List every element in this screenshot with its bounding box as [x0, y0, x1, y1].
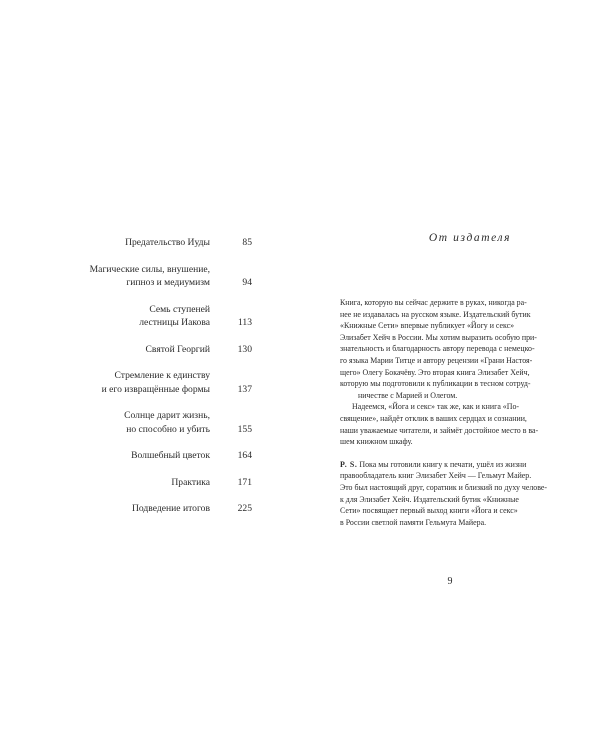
publisher-paragraph-2 [340, 401, 572, 447]
toc-entry [80, 263, 252, 290]
text-line: священие», найдёт отклик в ваших сердцах и сознании, [340, 413, 527, 423]
ps-mark: P. S. [340, 459, 358, 469]
publisher-note [340, 232, 572, 528]
toc-title-line: Семь ступеней [149, 303, 210, 315]
toc-title-line: Практика [171, 476, 210, 488]
toc-entry [80, 449, 252, 463]
toc-entry-title [80, 409, 210, 436]
toc-entry-page: 155 [237, 423, 252, 435]
text-line: Пока мы готовили книгу к печати, ушёл из жизни [359, 459, 527, 469]
text-line: Надеемся, «Йога и секс» так же, как и книга «По- [352, 402, 520, 412]
toc-entry-title [80, 476, 210, 490]
toc-title-line: и его извращённые формы [101, 383, 210, 395]
toc-entry [80, 303, 252, 330]
text-line: Это был настоящий друг, соратник и близкий по духу челове- [340, 482, 548, 492]
toc-entry [80, 476, 252, 490]
toc-title-line: Стремление к единству [114, 370, 210, 381]
toc-title-line: Магические силы, внушение, [89, 263, 210, 275]
text-line: нее не издавалась на русском языке. Издательский бутик [340, 309, 531, 319]
toc-entry [80, 502, 252, 516]
toc-entry-page: 85 [242, 237, 252, 248]
toc-title-line: лестницы Иакова [139, 317, 210, 328]
toc-entry-page: 225 [237, 503, 252, 514]
text-line: «Книжные Сети» впервые публикует «Йогу и секс» [340, 321, 515, 331]
text-line: к для Элизабет Хейч. Издательский бутик «Книжные [340, 494, 519, 504]
toc-entry-page: 113 [237, 317, 252, 328]
text-line: Элизабет Хейч в России. Мы хотим выразить особую при- [340, 332, 537, 342]
text-line: шем книжном шкафу. [340, 437, 413, 447]
toc-entry [80, 236, 252, 250]
toc-entry [80, 343, 252, 357]
text-line: наши уважаемые читатели, и займёт достойное место в ва- [340, 425, 539, 435]
toc-title-line: Солнце дарит жизнь, [124, 410, 210, 421]
text-line: Сети» посвящает первый выход книги «Йога и секс» [340, 506, 518, 516]
text-line: Книга, которую вы сейчас держите в руках, никогда ра- [340, 298, 527, 307]
publisher-paragraph-1 [340, 297, 572, 401]
toc-entry [80, 369, 252, 396]
toc-entry-page: 171 [237, 476, 252, 488]
toc-title-line: Волшебный цветок [131, 450, 210, 461]
toc-entry-page: 137 [237, 383, 252, 395]
toc-title-line: Святой Георгий [145, 343, 210, 355]
toc-title-line: Подведение итогов [131, 503, 210, 514]
text-line: в России светлой памяти Гельмута Майера. [340, 517, 487, 527]
toc-entry-title [80, 449, 210, 463]
text-line: правообладатель книг Элизабет Хейч — Гельмут Майер. [340, 471, 532, 481]
toc-entry-title [80, 369, 210, 396]
toc-title-line: Предательство Иуды [125, 237, 210, 248]
toc-entry [80, 409, 252, 436]
table-of-contents [80, 236, 252, 529]
text-line: которую мы подготовили к публикации в тесном сотруд- [340, 379, 531, 389]
toc-entry-title [80, 343, 210, 357]
text-line: ничестве с Марией и Олегом. [358, 390, 458, 400]
page-number: 9 [447, 576, 453, 587]
toc-entry-title [80, 236, 210, 250]
toc-title-line: гипноз и медиумизм [126, 277, 210, 288]
text-line: щего» Олегу Бокачёву. Это вторая книга Элизабет Хейч, [340, 367, 530, 377]
toc-entry-page: 94 [242, 277, 252, 288]
toc-entry-page: 130 [237, 343, 252, 355]
toc-entry-title [80, 263, 210, 290]
toc-title-line: но способно и убить [126, 423, 210, 435]
text-line: го языка Марии Титце и автору рецензии «Грани Настоя- [340, 355, 533, 365]
toc-entry-page: 164 [237, 450, 252, 461]
publisher-postscript [340, 459, 572, 529]
text-line: знательность и благодарность автору перевода с немецко- [340, 344, 535, 354]
toc-entry-title [80, 502, 210, 516]
toc-entry-title [80, 303, 210, 330]
text-line [340, 459, 572, 471]
publisher-heading: От издателя [428, 232, 512, 244]
